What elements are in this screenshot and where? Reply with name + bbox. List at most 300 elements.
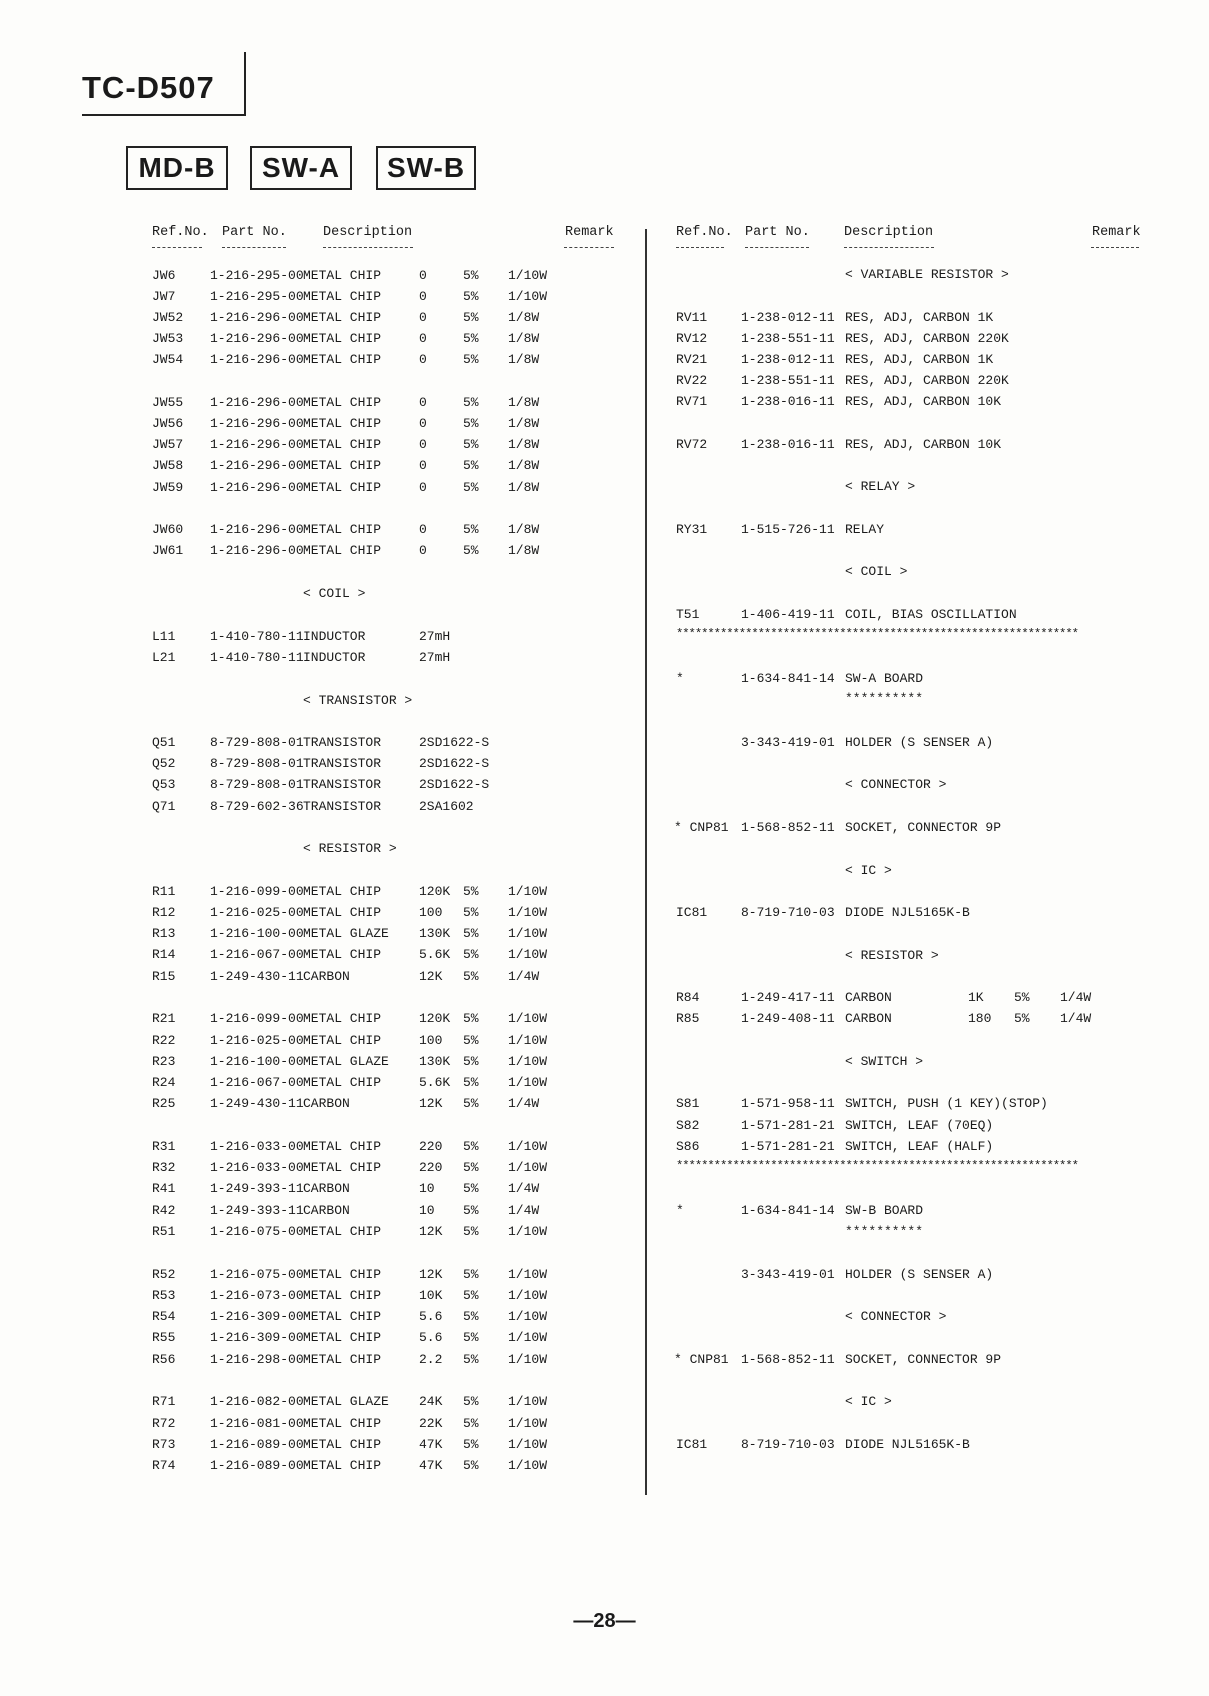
wattage: 1/10W xyxy=(508,1437,548,1452)
ref-no: Q53 xyxy=(152,777,176,792)
ref-no: R52 xyxy=(152,1267,176,1282)
description: METAL GLAZE xyxy=(303,1394,389,1409)
part-no: 1-216-100-00 xyxy=(210,926,304,941)
ref-no: R12 xyxy=(152,905,176,920)
table-row xyxy=(0,797,640,817)
section-heading: < CONNECTOR > xyxy=(845,777,947,792)
description: METAL CHIP xyxy=(303,1160,382,1175)
description: METAL CHIP xyxy=(303,268,382,283)
part-no: 1-249-430-11 xyxy=(210,969,304,984)
value: 220 xyxy=(419,1139,443,1154)
wattage: 1/8W xyxy=(508,416,540,431)
ref-no: RY31 xyxy=(676,522,708,537)
description: RES, ADJ, CARBON 10K xyxy=(845,437,1002,452)
header-remark: Remark xyxy=(1092,225,1141,240)
ref-no: RV71 xyxy=(676,394,708,409)
table-row xyxy=(0,266,640,286)
value: 100 xyxy=(419,905,443,920)
table-row xyxy=(0,1009,1180,1029)
header-part-no: Part No. xyxy=(745,225,810,240)
value: 5.6 xyxy=(419,1309,443,1324)
description: METAL CHIP xyxy=(303,1224,382,1239)
part-no: 1-216-033-00 xyxy=(210,1160,304,1175)
part-no: 1-249-408-11 xyxy=(741,1011,835,1026)
ref-no: R72 xyxy=(152,1416,176,1431)
part-no: 1-216-025-00 xyxy=(210,1033,304,1048)
ref-no: JW7 xyxy=(152,289,176,304)
value: 0 xyxy=(419,437,427,452)
table-row xyxy=(0,1201,1180,1221)
part-no: 1-571-958-11 xyxy=(741,1096,835,1111)
description: METAL CHIP xyxy=(303,1458,382,1473)
tolerance: 5% xyxy=(1014,990,1030,1005)
table-row xyxy=(0,1031,640,1051)
tolerance: 5% xyxy=(463,480,479,495)
ref-no: Q51 xyxy=(152,735,176,750)
part-no: 1-216-296-00 xyxy=(210,480,304,495)
value: 130K xyxy=(419,1054,451,1069)
tolerance: 5% xyxy=(463,884,479,899)
description: TRANSISTOR xyxy=(303,799,382,814)
value: 47K xyxy=(419,1437,443,1452)
part-no: 1-216-296-00 xyxy=(210,458,304,473)
ref-no: JW57 xyxy=(152,437,184,452)
wattage: 1/10W xyxy=(508,1330,548,1345)
part-no: 1-249-393-11 xyxy=(210,1181,304,1196)
description: METAL CHIP xyxy=(303,395,382,410)
table-row xyxy=(0,627,640,647)
ref-no: S86 xyxy=(676,1139,700,1154)
table-row xyxy=(0,1052,640,1072)
wattage: 1/10W xyxy=(508,947,548,962)
table-row xyxy=(0,1158,640,1178)
wattage: 1/10W xyxy=(508,1160,548,1175)
table-row xyxy=(0,456,640,476)
description: METAL GLAZE xyxy=(303,926,389,941)
description: SWITCH, PUSH (1 KEY)(STOP) xyxy=(845,1096,1048,1111)
value: 0 xyxy=(419,543,427,558)
value: 0 xyxy=(419,480,427,495)
description: METAL CHIP xyxy=(303,543,382,558)
header-rule xyxy=(222,247,286,249)
board-separator: **************************************************************** xyxy=(676,627,1078,641)
section-heading: < RESISTOR > xyxy=(303,841,397,856)
header-rule xyxy=(323,247,413,249)
value: 12K xyxy=(419,1267,443,1282)
header-part-no: Part No. xyxy=(222,225,287,240)
model-box xyxy=(82,52,246,116)
table-row xyxy=(0,945,640,965)
table-row xyxy=(0,754,640,774)
wattage: 1/10W xyxy=(508,268,548,283)
description: METAL CHIP xyxy=(303,1330,382,1345)
table-row xyxy=(0,1435,1180,1455)
tolerance: 5% xyxy=(463,1267,479,1282)
description: CARBON xyxy=(303,969,350,984)
tolerance: 5% xyxy=(1014,1011,1030,1026)
description: METAL CHIP xyxy=(303,1075,382,1090)
description: RES, ADJ, CARBON 220K xyxy=(845,331,1009,346)
ref-no: JW55 xyxy=(152,395,184,410)
ref-no: S81 xyxy=(676,1096,700,1111)
description: METAL CHIP xyxy=(303,1033,382,1048)
header-ref-no: Ref.No. xyxy=(676,225,733,240)
wattage: 1/10W xyxy=(508,1075,548,1090)
tolerance: 5% xyxy=(463,268,479,283)
ref-no: JW53 xyxy=(152,331,184,346)
ref-no: R13 xyxy=(152,926,176,941)
tolerance: 5% xyxy=(463,458,479,473)
part-no: 1-249-417-11 xyxy=(741,990,835,1005)
section-heading: < TRANSISTOR > xyxy=(303,693,413,708)
ref-no: JW6 xyxy=(152,268,176,283)
description: METAL CHIP xyxy=(303,352,382,367)
tolerance: 5% xyxy=(463,437,479,452)
tolerance: 5% xyxy=(463,969,479,984)
part-no: 1-216-309-00 xyxy=(210,1330,304,1345)
description: METAL CHIP xyxy=(303,310,382,325)
board-tag-sw-a: SW-A xyxy=(250,146,352,190)
column-divider xyxy=(645,229,647,1495)
ref-no: R11 xyxy=(152,884,176,899)
part-no: 1-238-551-11 xyxy=(741,373,835,388)
description: SW-B BOARD xyxy=(845,1203,924,1218)
part-no: 1-216-075-00 xyxy=(210,1267,304,1282)
wattage: 1/10W xyxy=(508,1139,548,1154)
ref-no: R56 xyxy=(152,1352,176,1367)
value: 120K xyxy=(419,1011,451,1026)
part-no: 1-216-296-00 xyxy=(210,395,304,410)
part-no: 1-216-073-00 xyxy=(210,1288,304,1303)
value: 0 xyxy=(419,522,427,537)
ref-no: JW54 xyxy=(152,352,184,367)
tolerance: 5% xyxy=(463,310,479,325)
table-row xyxy=(0,1137,1180,1157)
value: 220 xyxy=(419,1160,443,1175)
tolerance: 5% xyxy=(463,543,479,558)
wattage: 1/10W xyxy=(508,1416,548,1431)
part-no: 1-249-430-11 xyxy=(210,1096,304,1111)
tolerance: 5% xyxy=(463,926,479,941)
tolerance: 5% xyxy=(463,1224,479,1239)
table-row xyxy=(0,371,1180,391)
wattage: 1/10W xyxy=(508,1224,548,1239)
board-tag-sw-b: SW-B xyxy=(376,146,476,190)
value: 100 xyxy=(419,1033,443,1048)
part-no: 1-216-081-00 xyxy=(210,1416,304,1431)
table-row xyxy=(0,1094,1180,1114)
description: SOCKET, CONNECTOR 9P xyxy=(845,1352,1002,1367)
value: 180 xyxy=(968,1011,992,1026)
description: METAL CHIP xyxy=(303,437,382,452)
ref-no: RV72 xyxy=(676,437,708,452)
description: TRANSISTOR xyxy=(303,777,382,792)
part-no: 8-719-710-03 xyxy=(741,1437,835,1452)
tolerance: 5% xyxy=(463,1033,479,1048)
ref-no: R41 xyxy=(152,1181,176,1196)
tolerance: 5% xyxy=(463,1288,479,1303)
value: 2SD1622-S xyxy=(419,735,490,750)
model-title: TC-D507 xyxy=(82,70,215,105)
tolerance: 5% xyxy=(463,1309,479,1324)
ref-no: RV21 xyxy=(676,352,708,367)
value: 22K xyxy=(419,1416,443,1431)
ref-no: * xyxy=(676,1203,684,1218)
description: METAL CHIP xyxy=(303,331,382,346)
value: 27mH xyxy=(419,629,451,644)
value: 0 xyxy=(419,331,427,346)
part-no: 1-238-551-11 xyxy=(741,331,835,346)
description: METAL CHIP xyxy=(303,522,382,537)
table-row xyxy=(0,1414,640,1434)
table-row xyxy=(0,669,1180,689)
value: 12K xyxy=(419,1096,443,1111)
value: 0 xyxy=(419,458,427,473)
table-row xyxy=(0,967,640,987)
board-tag-md-b: MD-B xyxy=(126,146,228,190)
tolerance: 5% xyxy=(463,1011,479,1026)
value: 0 xyxy=(419,310,427,325)
description: INDUCTOR xyxy=(303,629,366,644)
value: 12K xyxy=(419,969,443,984)
table-row xyxy=(0,478,640,498)
part-no: 1-216-075-00 xyxy=(210,1224,304,1239)
wattage: 1/4W xyxy=(508,1181,540,1196)
description: CARBON xyxy=(303,1203,350,1218)
wattage: 1/10W xyxy=(508,1352,548,1367)
tolerance: 5% xyxy=(463,1075,479,1090)
wattage: 1/10W xyxy=(508,289,548,304)
value: 27mH xyxy=(419,650,451,665)
description: CARBON xyxy=(303,1181,350,1196)
description: METAL CHIP xyxy=(303,480,382,495)
ref-no: Q52 xyxy=(152,756,176,771)
header-remark: Remark xyxy=(565,225,614,240)
wattage: 1/8W xyxy=(508,352,540,367)
part-no: 1-571-281-21 xyxy=(741,1139,835,1154)
value: 10K xyxy=(419,1288,443,1303)
ref-no: R85 xyxy=(676,1011,700,1026)
description: METAL CHIP xyxy=(303,458,382,473)
value: 2.2 xyxy=(419,1352,443,1367)
table-row xyxy=(0,1392,640,1412)
value: 10 xyxy=(419,1203,435,1218)
description: RES, ADJ, CARBON 1K xyxy=(845,352,994,367)
section-heading: < RESISTOR > xyxy=(845,948,939,963)
ref-no: T51 xyxy=(676,607,700,622)
value: 0 xyxy=(419,268,427,283)
table-row xyxy=(0,392,1180,412)
wattage: 1/10W xyxy=(508,1033,548,1048)
description: METAL CHIP xyxy=(303,1267,382,1282)
description: DIODE NJL5165K-B xyxy=(845,905,970,920)
ref-no: R55 xyxy=(152,1330,176,1345)
tolerance: 5% xyxy=(463,1437,479,1452)
tolerance: 5% xyxy=(463,331,479,346)
tolerance: 5% xyxy=(463,395,479,410)
part-no: 1-216-082-00 xyxy=(210,1394,304,1409)
ref-no: RV12 xyxy=(676,331,708,346)
ref-no: R71 xyxy=(152,1394,176,1409)
part-no: 1-216-309-00 xyxy=(210,1309,304,1324)
section-heading: < IC > xyxy=(845,863,892,878)
table-row xyxy=(0,605,1180,625)
part-no: 1-216-099-00 xyxy=(210,1011,304,1026)
ref-no: R31 xyxy=(152,1139,176,1154)
wattage: 1/8W xyxy=(508,395,540,410)
description: CARBON xyxy=(303,1096,350,1111)
ref-no: R22 xyxy=(152,1033,176,1048)
table-row xyxy=(0,1328,640,1348)
description: SW-A BOARD xyxy=(845,671,924,686)
wattage: 1/8W xyxy=(508,480,540,495)
tolerance: 5% xyxy=(463,1139,479,1154)
table-row xyxy=(0,435,1180,455)
wattage: 1/8W xyxy=(508,331,540,346)
value: 5.6 xyxy=(419,1330,443,1345)
ref-no: IC81 xyxy=(676,1437,708,1452)
part-no: 1-216-296-00 xyxy=(210,331,304,346)
part-no: 1-568-852-11 xyxy=(741,1352,835,1367)
description: METAL GLAZE xyxy=(303,1054,389,1069)
value: 0 xyxy=(419,395,427,410)
tolerance: 5% xyxy=(463,1458,479,1473)
table-row xyxy=(0,1286,640,1306)
part-no: 1-238-012-11 xyxy=(741,310,835,325)
wattage: 1/10W xyxy=(508,1458,548,1473)
description: HOLDER (S SENSER A) xyxy=(845,1267,994,1282)
table-row xyxy=(0,1179,640,1199)
header-rule xyxy=(564,247,614,249)
part-no: 1-571-281-21 xyxy=(741,1118,835,1133)
ref-no: R51 xyxy=(152,1224,176,1239)
description: TRANSISTOR xyxy=(303,735,382,750)
ref-no: R15 xyxy=(152,969,176,984)
section-heading: < VARIABLE RESISTOR > xyxy=(845,267,1009,282)
description: HOLDER (S SENSER A) xyxy=(845,735,994,750)
table-row xyxy=(0,882,640,902)
page-number: —28— xyxy=(573,1610,636,1632)
table-row xyxy=(0,308,1180,328)
description: METAL CHIP xyxy=(303,1309,382,1324)
ref-no: R53 xyxy=(152,1288,176,1303)
description: METAL CHIP xyxy=(303,289,382,304)
table-row xyxy=(0,1307,640,1327)
header-rule xyxy=(844,247,934,249)
ref-no: RV22 xyxy=(676,373,708,388)
description: INDUCTOR xyxy=(303,650,366,665)
value: 5.6K xyxy=(419,947,451,962)
description: RES, ADJ, CARBON 220K xyxy=(845,373,1009,388)
ref-no: JW58 xyxy=(152,458,184,473)
value: 5.6K xyxy=(419,1075,451,1090)
part-no: 1-216-067-00 xyxy=(210,947,304,962)
part-no: 8-729-808-01 xyxy=(210,756,304,771)
part-no: 1-515-726-11 xyxy=(741,522,835,537)
wattage: 1/8W xyxy=(508,458,540,473)
description: METAL CHIP xyxy=(303,416,382,431)
ref-no: R23 xyxy=(152,1054,176,1069)
ref-no: L21 xyxy=(152,650,176,665)
part-no: 1-216-295-00 xyxy=(210,289,304,304)
part-no: 8-729-808-01 xyxy=(210,735,304,750)
header-rule xyxy=(676,247,724,249)
tolerance: 5% xyxy=(463,289,479,304)
wattage: 1/4W xyxy=(508,969,540,984)
ref-no: R73 xyxy=(152,1437,176,1452)
ref-no: RV11 xyxy=(676,310,708,325)
wattage: 1/10W xyxy=(508,1309,548,1324)
part-no: 1-216-089-00 xyxy=(210,1437,304,1452)
part-no: 1-216-298-00 xyxy=(210,1352,304,1367)
table-row xyxy=(0,1350,1180,1370)
part-no: 1-216-100-00 xyxy=(210,1054,304,1069)
value: 0 xyxy=(419,416,427,431)
header-description: Description xyxy=(844,225,934,240)
part-no: 1-634-841-14 xyxy=(741,1203,835,1218)
wattage: 1/10W xyxy=(508,1011,548,1026)
wattage: 1/10W xyxy=(508,884,548,899)
section-heading: < SWITCH > xyxy=(845,1054,924,1069)
ref-no: R42 xyxy=(152,1203,176,1218)
wattage: 1/10W xyxy=(508,1394,548,1409)
wattage: 1/4W xyxy=(508,1203,540,1218)
table-row xyxy=(0,350,1180,370)
part-no: 1-216-033-00 xyxy=(210,1139,304,1154)
description: METAL CHIP xyxy=(303,1352,382,1367)
ref-no: R14 xyxy=(152,947,176,962)
ref-no: * CNP81 xyxy=(674,1352,729,1367)
ref-no: R84 xyxy=(676,990,700,1005)
ref-no: JW61 xyxy=(152,543,184,558)
ref-no: R25 xyxy=(152,1096,176,1111)
table-row xyxy=(0,1222,640,1242)
table-row xyxy=(0,1265,1180,1285)
tolerance: 5% xyxy=(463,416,479,431)
part-no: 1-216-296-00 xyxy=(210,522,304,537)
description: METAL CHIP xyxy=(303,1416,382,1431)
wattage: 1/8W xyxy=(508,310,540,325)
wattage: 1/10W xyxy=(508,1054,548,1069)
tolerance: 5% xyxy=(463,352,479,367)
table-row xyxy=(0,1073,640,1093)
description: METAL CHIP xyxy=(303,884,382,899)
description: RELAY xyxy=(845,522,885,537)
part-no: 1-634-841-14 xyxy=(741,671,835,686)
table-row xyxy=(0,541,640,561)
description: METAL CHIP xyxy=(303,905,382,920)
description: CARBON xyxy=(845,1011,892,1026)
tolerance: 5% xyxy=(463,1203,479,1218)
header-rule xyxy=(152,247,202,249)
tolerance: 5% xyxy=(463,1160,479,1175)
tolerance: 5% xyxy=(463,905,479,920)
table-row xyxy=(0,414,640,434)
header-rule xyxy=(745,247,809,249)
description: RES, ADJ, CARBON 1K xyxy=(845,310,994,325)
ref-no: R74 xyxy=(152,1458,176,1473)
description: METAL CHIP xyxy=(303,947,382,962)
tolerance: 5% xyxy=(463,1330,479,1345)
part-no: 1-410-780-11 xyxy=(210,629,304,644)
tolerance: 5% xyxy=(463,947,479,962)
part-no: 8-719-710-03 xyxy=(741,905,835,920)
part-no: 3-343-419-01 xyxy=(741,735,835,750)
wattage: 1/4W xyxy=(508,1096,540,1111)
tolerance: 5% xyxy=(463,1096,479,1111)
board-underline: ********** xyxy=(845,691,924,706)
section-heading: < IC > xyxy=(845,1394,892,1409)
